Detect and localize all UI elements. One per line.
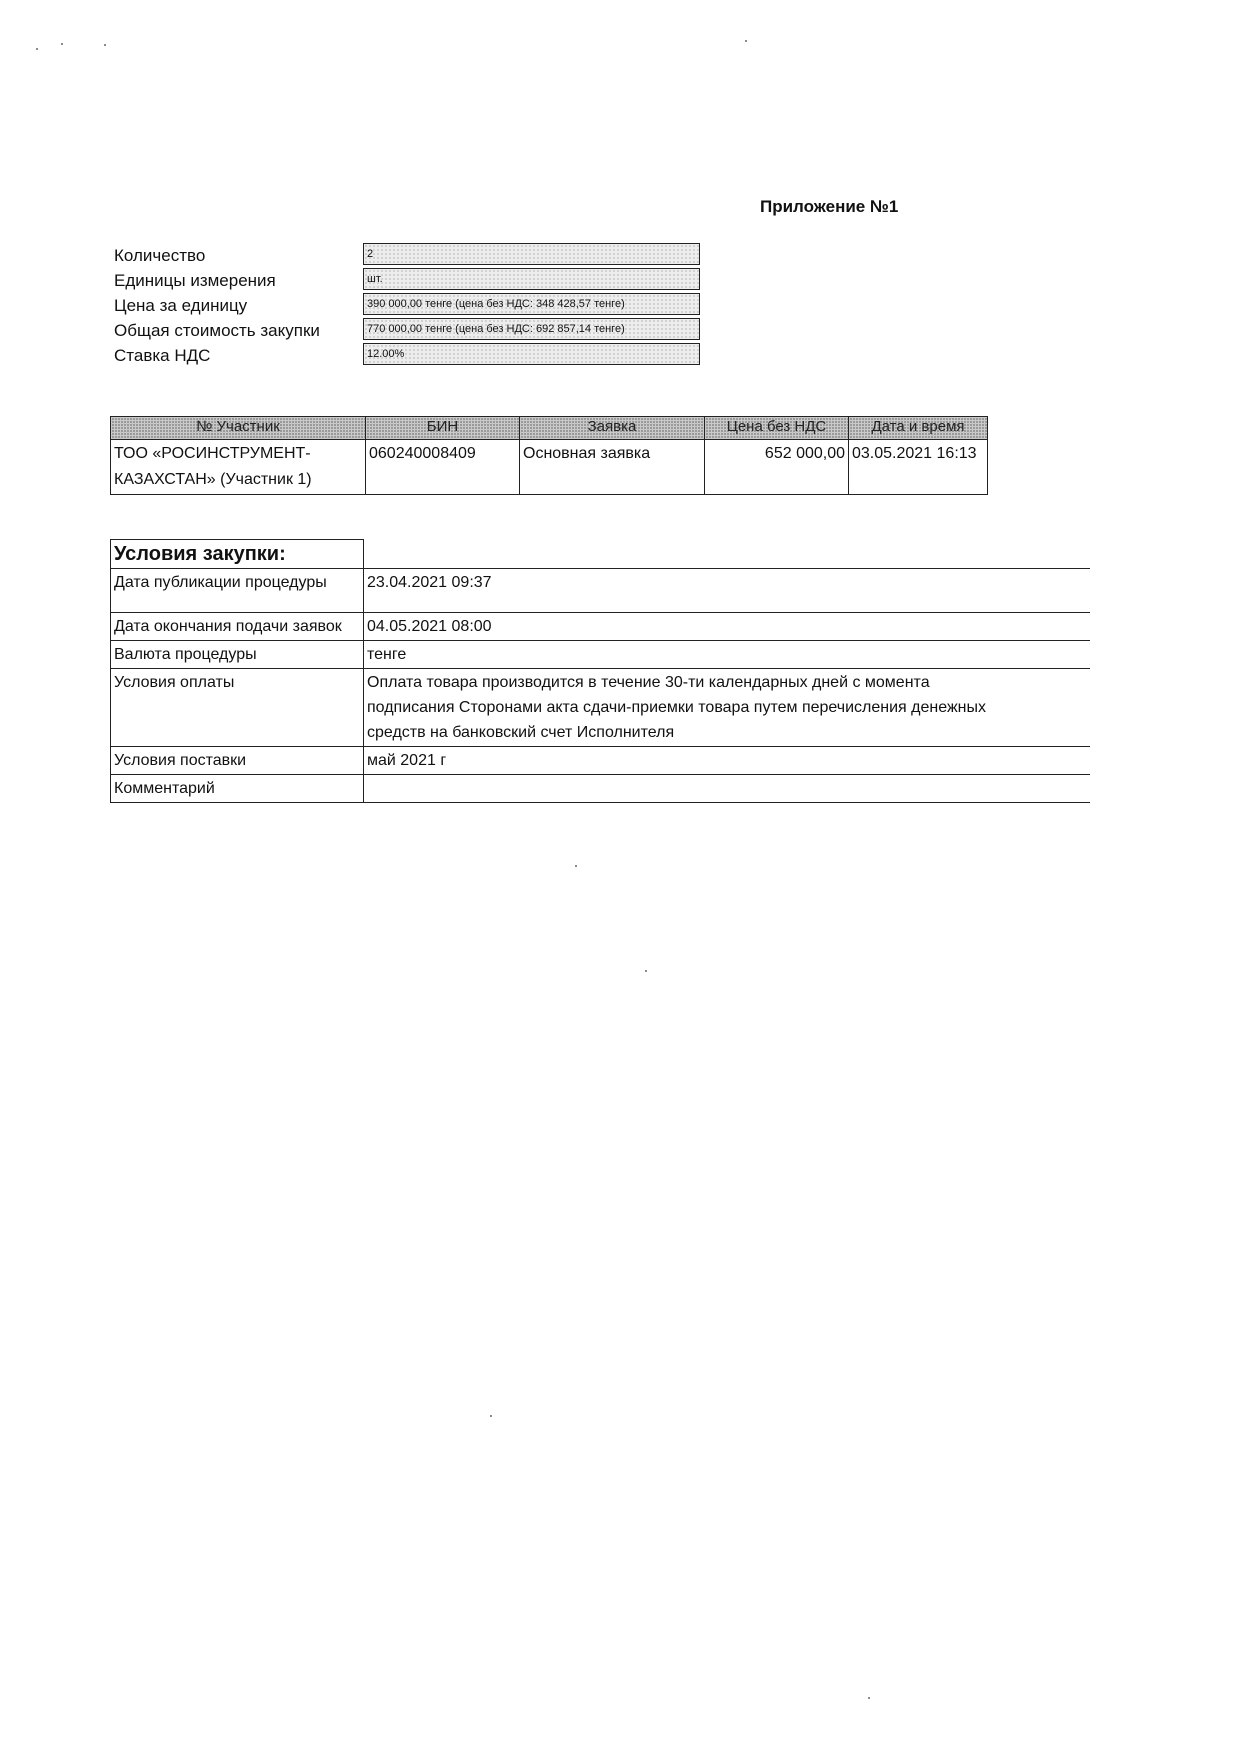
table-header-row [111, 417, 988, 440]
condition-value: Оплата товара производится в течение 30-ти календарных дней с момента подписания Сторонами акта сдачи-приемки товара путем перечисления денежных средств на банковский счет Исполнителя [364, 669, 1091, 747]
scan-speck [36, 48, 38, 50]
conditions-heading-blank [364, 540, 1091, 569]
conditions-heading-row [111, 540, 1091, 569]
column-header: № Участник [111, 417, 366, 440]
summary-value: 12.00% [363, 343, 700, 365]
column-header: Цена без НДС [705, 417, 849, 440]
participant-datetime: 03.05.2021 16:13 [849, 440, 988, 495]
condition-label: Дата окончания подачи заявок [111, 613, 364, 641]
scan-speck [575, 865, 577, 867]
condition-value [364, 775, 1091, 803]
condition-value: 04.05.2021 08:00 [364, 613, 1091, 641]
scan-speck [868, 1697, 870, 1699]
table-row [111, 569, 1091, 613]
table-row [111, 641, 1091, 669]
summary-label: Единицы измерения [114, 271, 276, 290]
table-row [111, 613, 1091, 641]
scan-speck [104, 44, 106, 46]
participant-price: 652 000,00 [705, 440, 849, 495]
summary-label: Общая стоимость закупки [114, 321, 320, 340]
condition-label: Валюта процедуры [111, 641, 364, 669]
column-header: Дата и время [849, 417, 988, 440]
scan-speck [645, 970, 647, 972]
condition-value: тенге [364, 641, 1091, 669]
participant-bin: 060240008409 [366, 440, 520, 495]
conditions-table [110, 539, 1090, 803]
summary-value: 2 [363, 243, 700, 265]
condition-label: Условия поставки [111, 747, 364, 775]
condition-label: Условия оплаты [111, 669, 364, 747]
scan-speck [61, 43, 63, 45]
page-title: Приложение №1 [760, 197, 899, 216]
condition-label: Дата публикации процедуры [111, 569, 364, 613]
table-row [111, 775, 1091, 803]
summary-label: Цена за единицу [114, 296, 248, 315]
participants-table [110, 416, 988, 495]
conditions-heading: Условия закупки: [111, 540, 364, 569]
scan-speck [490, 1415, 492, 1417]
participant-application: Основная заявка [520, 440, 705, 495]
participant-name: ТОО «РОСИНСТРУМЕНТ-КАЗАХСТАН» (Участник 1) [111, 440, 366, 495]
condition-value: май 2021 г [364, 747, 1091, 775]
summary-value: 390 000,00 тенге (цена без НДС: 348 428,57 тенге) [363, 293, 700, 315]
table-row [111, 747, 1091, 775]
scan-speck [745, 40, 747, 42]
condition-label: Комментарий [111, 775, 364, 803]
summary-value: 770 000,00 тенге (цена без НДС: 692 857,14 тенге) [363, 318, 700, 340]
table-row [111, 669, 1091, 747]
condition-value: 23.04.2021 09:37 [364, 569, 1091, 613]
table-row [111, 440, 988, 495]
summary-label: Количество [114, 246, 206, 265]
column-header: БИН [366, 417, 520, 440]
summary-value: шт. [363, 268, 700, 290]
summary-label: Ставка НДС [114, 346, 211, 365]
column-header: Заявка [520, 417, 705, 440]
